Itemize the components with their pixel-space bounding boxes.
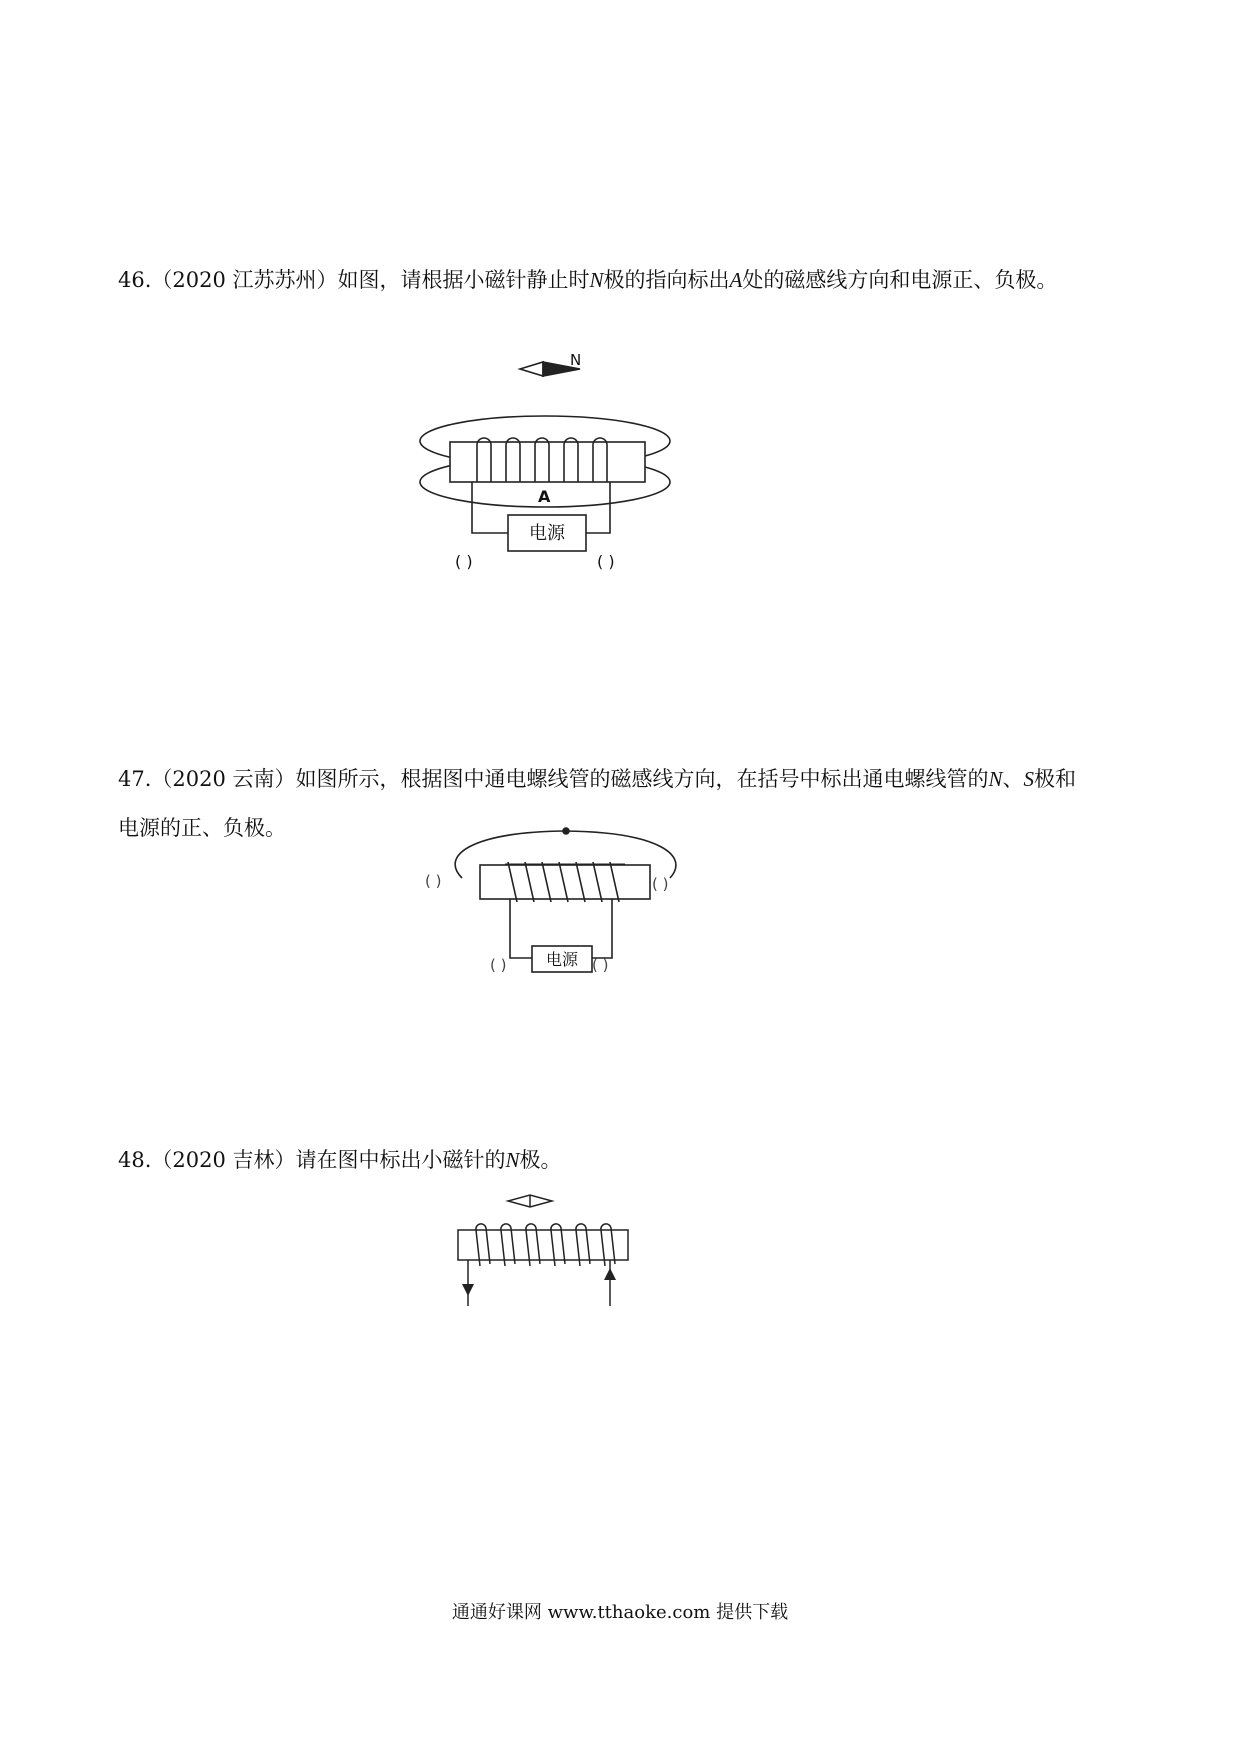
solenoid-tube xyxy=(450,442,645,482)
question-text: 极和 xyxy=(1034,767,1077,791)
right-wire xyxy=(592,899,612,958)
power-supply-label: 电源 xyxy=(545,950,579,969)
question-text: 极。 xyxy=(519,1148,562,1172)
current-arrow-down xyxy=(462,1284,474,1296)
question-47-line2 xyxy=(118,816,286,840)
variable-n: N xyxy=(988,767,1003,791)
question-text: 处的磁感线方向和电源正、负极。 xyxy=(742,268,1058,292)
figure-46-solenoid xyxy=(410,345,680,580)
blank-left-end: ( ) xyxy=(425,872,442,890)
variable-n: N xyxy=(589,268,604,292)
figure-47-svg xyxy=(420,826,710,986)
needle-south-half xyxy=(520,362,543,376)
question-text: 如图，请根据小磁针静止时 xyxy=(337,268,590,292)
question-source: （2020 吉林） xyxy=(151,1148,296,1172)
question-source: （2020 江苏苏州） xyxy=(151,268,338,292)
separator: 、 xyxy=(1002,767,1024,791)
right-wire xyxy=(586,482,610,533)
question-48 xyxy=(118,1148,562,1172)
blank-power-right: ( ) xyxy=(592,956,609,974)
blank-right: ( ) xyxy=(597,552,615,571)
question-number: 47. xyxy=(118,767,152,791)
current-arrow-up xyxy=(604,1268,616,1280)
question-46 xyxy=(118,268,1057,292)
question-text: 电源的正、负极。 xyxy=(118,816,286,840)
point-a-label: A xyxy=(538,487,551,506)
question-47 xyxy=(118,767,1076,791)
question-text: 请在图中标出小磁针的 xyxy=(295,1148,506,1172)
variable-n: N xyxy=(505,1148,520,1172)
question-text: 如图所示，根据图中通电螺线管的磁感线方向，在括号中标出通电螺线管的 xyxy=(295,767,989,791)
blank-right-end: ( ) xyxy=(652,875,669,893)
variable-a: A xyxy=(729,268,743,292)
page-footer: 通通好课网 www.tthaoke.com 提供下载 xyxy=(451,1602,789,1623)
solenoid-tube xyxy=(480,865,650,899)
blank-power-left: ( ) xyxy=(490,956,507,974)
power-supply-label: 电源 xyxy=(529,523,565,544)
question-text: 极的指向标出 xyxy=(603,268,730,292)
variable-s: S xyxy=(1023,767,1035,791)
left-wire xyxy=(510,899,532,958)
needle-n-label: N xyxy=(570,351,582,369)
question-number: 46. xyxy=(118,268,152,292)
figure-46-svg xyxy=(410,345,680,580)
question-source: （2020 云南） xyxy=(151,767,296,791)
figure-48-solenoid xyxy=(450,1188,640,1313)
figure-48-svg xyxy=(450,1188,640,1313)
left-wire xyxy=(472,482,508,533)
blank-left: ( ) xyxy=(455,552,473,571)
field-direction-dot xyxy=(563,828,569,834)
question-number: 48. xyxy=(118,1148,152,1172)
figure-47-solenoid xyxy=(420,826,710,986)
